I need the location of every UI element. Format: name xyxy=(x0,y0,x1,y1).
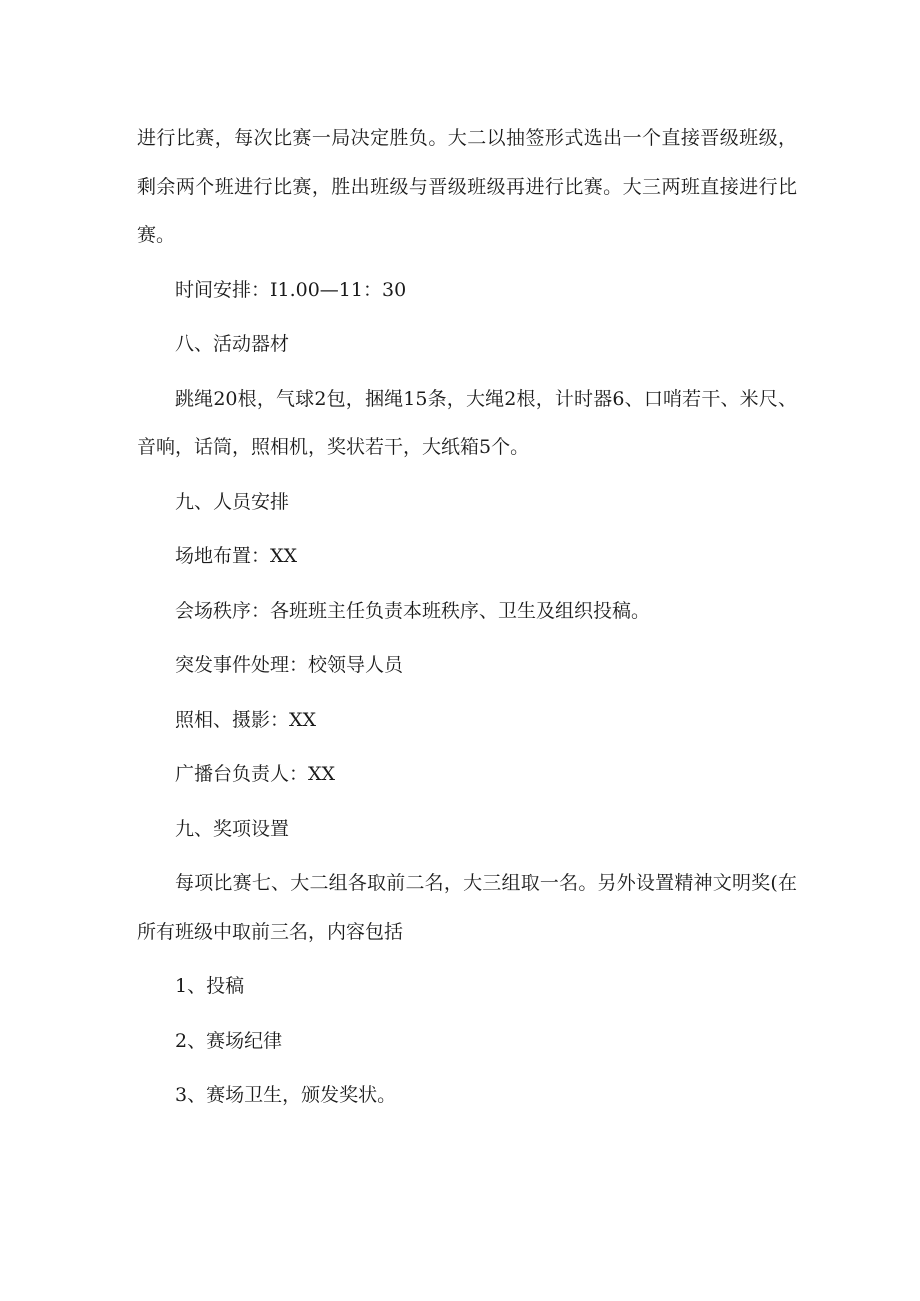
paragraph-photography: 照相、摄影：XX xyxy=(175,708,317,731)
paragraph-awards-detail: 每项比赛七、大二组各取前二名，大三组取一名。另外设置精神文明奖(在所有班级中取前三名，内容包括 xyxy=(137,872,797,943)
paragraph-time-schedule: 时间安排：I1.00—11：30 xyxy=(175,278,407,301)
list-item-discipline: 2、赛场纪律 xyxy=(175,1029,283,1052)
heading-awards: 九、奖项设置 xyxy=(175,817,290,840)
paragraph-broadcast: 广播台负责人：XX xyxy=(175,763,336,785)
document-body xyxy=(137,114,797,1126)
list-item-submission: 1、投稿 xyxy=(175,975,245,997)
paragraph-equipment-list: 跳绳20根，气球2包，捆绳15条，大绳2根，计时器6、口哨若干、米尺、音响，话筒，照相机，奖状若干，大纸箱5个。 xyxy=(137,387,797,458)
paragraph-venue-order: 会场秩序：各班班主任负责本班秩序、卫生及组织投稿。 xyxy=(175,599,651,622)
paragraph-emergency: 突发事件处理：校领导人员 xyxy=(175,654,404,676)
heading-equipment: 八、活动器材 xyxy=(175,333,290,355)
list-item-hygiene: 3、赛场卫生，颁发奖状。 xyxy=(175,1084,397,1106)
paragraph-venue-setup: 场地布置：XX xyxy=(175,545,298,567)
heading-staff: 九、人员安排 xyxy=(175,490,290,513)
paragraph-match-rules: 进行比赛，每次比赛一局决定胜负。大二以抽签形式选出一个直接晋级班级，剩余两个班进行比赛，胜出班级与晋级班级再进行比赛。大三两班直接进行比赛。 xyxy=(137,127,797,246)
